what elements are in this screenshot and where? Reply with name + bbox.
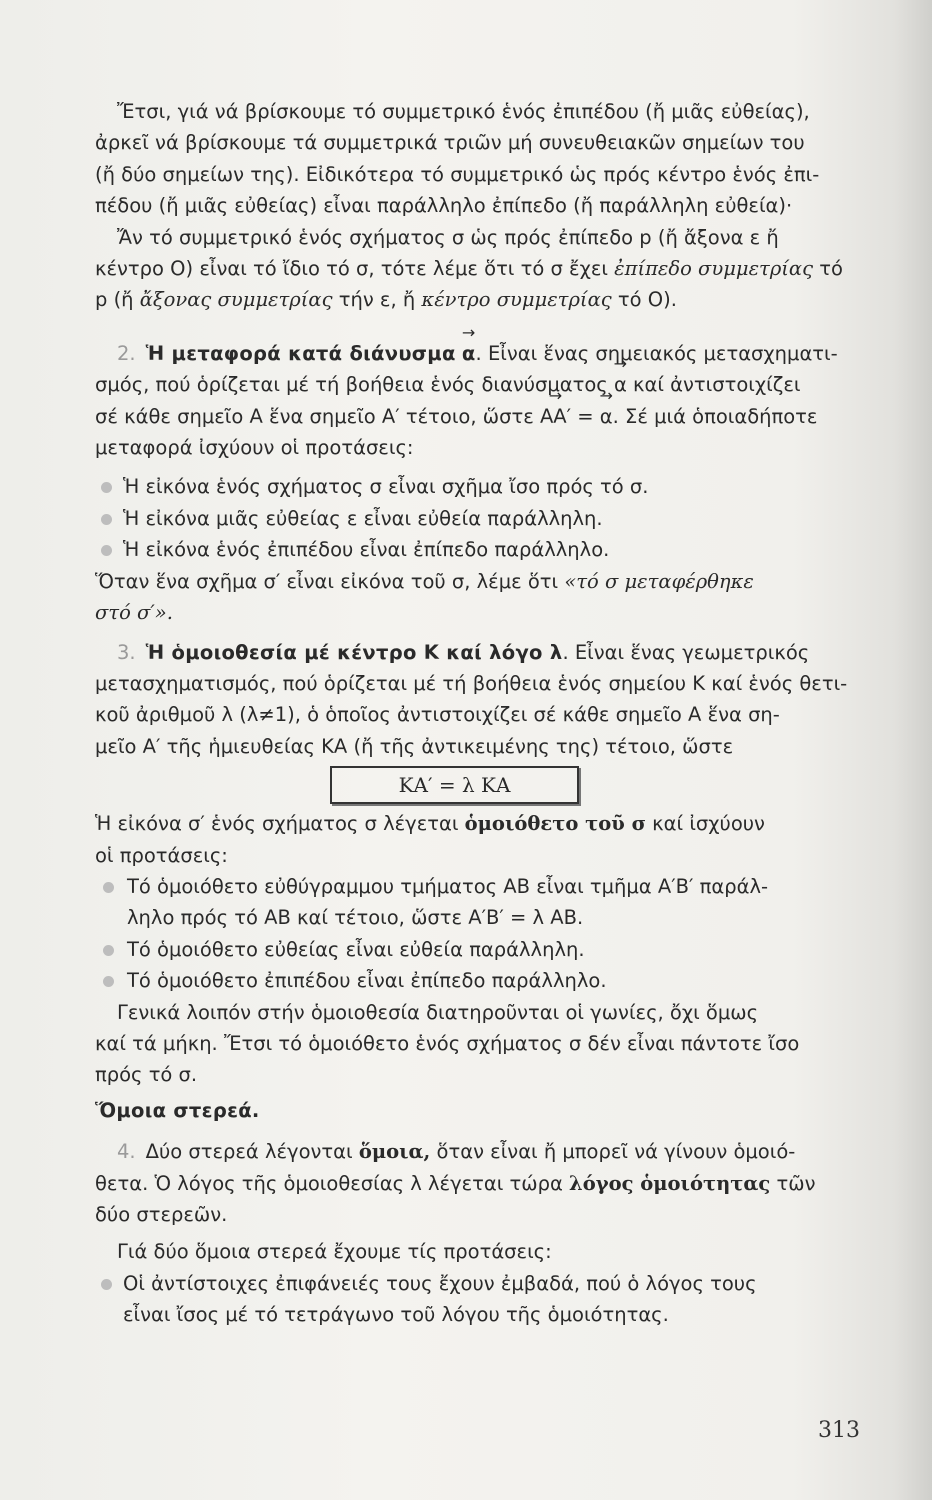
section-number: 2. (117, 341, 136, 365)
vector-alpha: → α (600, 401, 613, 432)
section-2-translation: 2. Ἡ μεταφορά κατά διάνυσμα → α. Εἶναι ἕνας σημειακός μετασχηματι- σμός, πού ὁρίζεται μέ τή βοήθεια ἑνός διανύσματος → α καί ἀντιστοιχίζει σέ κάθε σημεῖο Α ἕνα σημεῖο Α′ τέτοιο, ὥστε → ΑΑ′ = → α. Σέ μιά ὁποιαδήποτε μεταφορά ἰσχύουν οἱ προτάσεις: (95, 338, 865, 464)
section-heading: Ἡ ὁμοιοθεσία μέ κέντρο Κ καί λόγο λ (145, 640, 563, 664)
homothety-formula-box: ΚΑ′ = λ ΚΑ (330, 766, 579, 804)
section-number: 4. (117, 1140, 136, 1164)
bullet-item: Ἡ εἰκόνα μιᾶς εὐθείας ε εἶναι εὐθεία παράλληλη. (95, 503, 865, 534)
page-text (95, 96, 865, 1331)
section-4-similar-solids: 4. Δύο στερεά λέγονται ὅμοια, ὅταν εἶναι ἤ μπορεῖ νά γίνουν ὁμοιό- θετα. Ὁ λόγος τῆς ὁμοιοθεσίας λ λέγεται τώρα λόγος ὁμοιότητας τῶν δύο στερεῶν. (95, 1140, 816, 1226)
section-number: 3. (117, 640, 136, 664)
bullet-item: Τό ὁμοιόθετο εὐθύγραμμου τμήματος ΑΒ εἶναι τμῆμα Α′Β′ παράλ- ληλο πρός τό ΑΒ καί τέτοιο, ὥστε Α′Β′ = λ ΑΒ. (95, 871, 865, 934)
translation-definition: Ὅταν ἕνα σχῆμα σ′ εἶναι εἰκόνα τοῦ σ, λέμε ὅτι «τό σ μεταφέρθηκε στό σ′». (95, 569, 754, 625)
vector-AA-prime: → ΑΑ′ (540, 401, 571, 432)
term-center-of-symmetry: κέντρο συμμετρίας (421, 288, 612, 312)
bullet-item: Ἡ εἰκόνα ἑνός ἐπιπέδου εἶναι ἐπίπεδο παράλληλο. (95, 534, 865, 565)
section-heading: Ἡ μεταφορά κατά διάνυσμα (145, 341, 456, 365)
subsection-heading: Ὅμοια στερεά. (95, 1098, 260, 1122)
bullet-item: Οἱ ἀντίστοιχες ἐπιφάνειές τους ἔχουν ἐμβαδά, πού ὁ λόγος τους εἶναι ἴσος μέ τό τετράγωνο τοῦ λόγου τῆς ὁμοιότητας. (95, 1268, 865, 1331)
similar-solids-propositions-intro: Γιά δύο ὅμοια στερεά ἔχουμε τίς προτάσεις: (117, 1240, 552, 1264)
section-3-homothety: 3. Ἡ ὁμοιοθεσία μέ κέντρο Κ καί λόγο λ. Εἶναι ἕνας γεωμετρικός μετασχηματισμός, πού ὁρίζεται μέ τή βοήθεια ἑνός σημείου Κ καί ἑνός θετι- κοῦ ἀριθμοῦ λ (λ≠1), ὁ ὁποῖος ἀντιστοιχίζει σέ κάθε σημεῖο Α ἕνα ση- μεῖο Α′ τῆς ἡμιευθείας ΚΑ (ἤ τῆς ἀντικειμένης της) τέτοιο, ὥστε (95, 640, 848, 758)
bullet-item: Ἡ εἰκόνα ἑνός σχήματος σ εἶναι σχῆμα ἴσο πρός τό σ. (95, 471, 865, 502)
formula-row (95, 762, 865, 808)
term-similar: ὅμοια, (358, 1140, 431, 1164)
homothety-summary: Γενικά λοιπόν στήν ὁμοιοθεσία διατηροῦνται οἱ γωνίες, ὄχι ὅμως καί τά μήκη. Ἔτσι τό ὁμοιόθετο ἑνός σχήματος σ δέν εἶναι πάντοτε ἴσο πρός τό σ. (95, 1000, 800, 1087)
page-number: 313 (818, 1418, 860, 1443)
bullet-item: Τό ὁμοιόθετο ἐπιπέδου εἶναι ἐπίπεδο παράλληλο. (95, 965, 865, 996)
vector-alpha: → α (614, 369, 627, 400)
vector-alpha: → α (462, 338, 476, 369)
homothety-image-paragraph: Ἡ εἰκόνα σ′ ἑνός σχήματος σ λέγεται ὁμοιόθετο τοῦ σ καί ἰσχύουν οἱ προτάσεις: (95, 812, 765, 867)
term-axis-of-symmetry: ἄξονας συμμετρίας (139, 288, 333, 312)
bullet-item: Τό ὁμοιόθετο εὐθείας εἶναι εὐθεία παράλληλη. (95, 934, 865, 965)
term-similarity-ratio: λόγος ὁμοιότητας (569, 1171, 771, 1195)
intro-paragraph: Ἔτσι, γιά νά βρίσκουμε τό συμμετρικό ἑνός ἐπιπέδου (ἤ μιᾶς εὐθείας), ἀρκεῖ νά βρίσκουμε τά συμμετρικά τριῶν μή συνευθειακῶν σημείων του (ἤ δύο σημείων της). Εἰδικότερα τό συμμετρικό ὡς πρός κέντρο ἑνός ἐπι- πέδου (ἤ μιᾶς εὐθείας) εἶναι παράλληλο ἐπίπεδο (ἤ παράλληλη εὐθεία)· Ἄν τό συμμετρικό ἑνός σχήματος σ ὡς πρός ἐπίπεδο p (ἤ ἄξονα ε ἤ κέντρο Ο) εἶναι τό ἴδιο τό σ, τότε λέμε ὅτι τό σ ἔχει ἐπίπεδο συμμετρίας τό p (ἤ ἄξονας συμμετρίας τήν ε, ἤ κέντρο συμμετρίας τό Ο). (95, 100, 843, 312)
term-homothetic: ὁμοιόθετο τοῦ σ (464, 812, 646, 836)
term-plane-of-symmetry: ἐπίπεδο συμμετρίας (614, 257, 814, 281)
